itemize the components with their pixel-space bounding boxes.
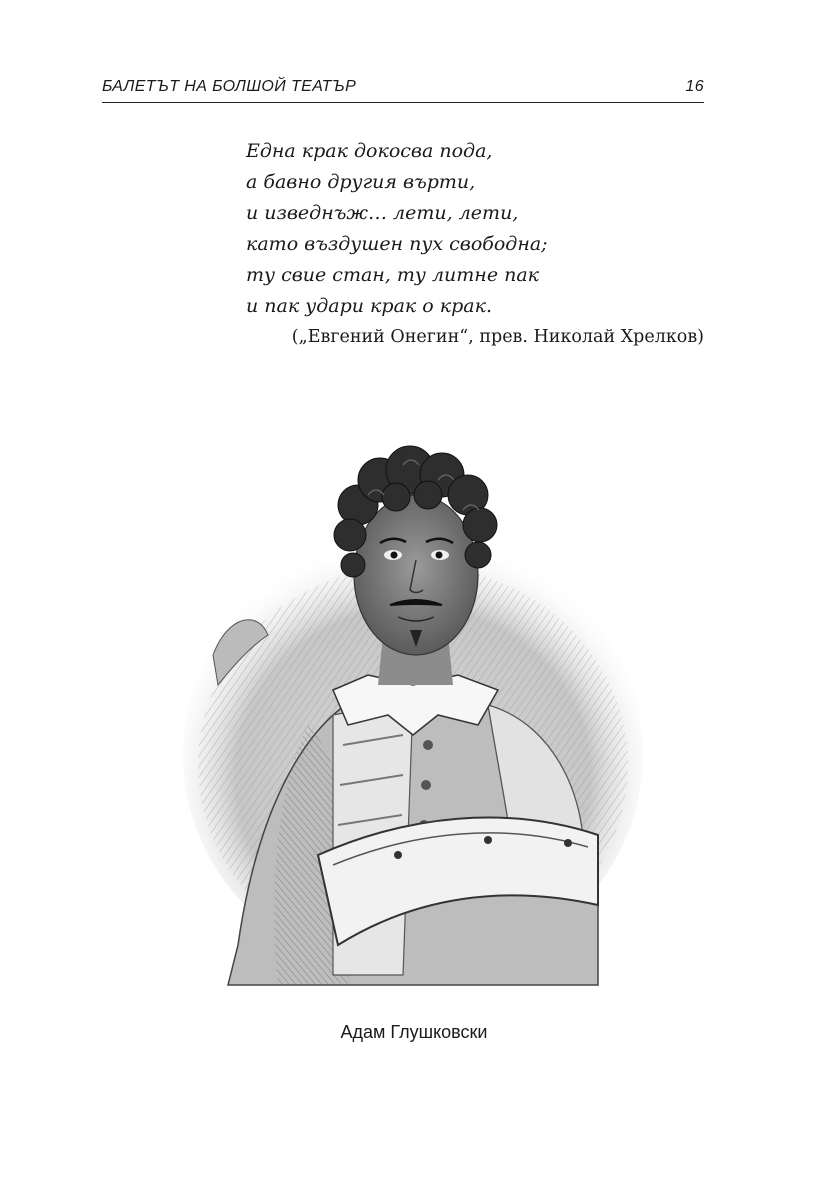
poem-line: Една крак докосва пода, <box>246 140 493 162</box>
running-title: БАЛЕТЪТ НА БОЛШОЙ ТЕАТЪР <box>102 78 357 95</box>
running-header <box>102 76 704 103</box>
page-number: 16 <box>685 78 704 95</box>
poem-line: и пак удари крак о крак. <box>246 295 492 317</box>
poem-line: и изведнъж… лети, лети, <box>246 202 519 224</box>
portrait-illustration <box>158 385 668 995</box>
poem-stanza <box>246 136 548 322</box>
poem-attribution: („Евгений Онегин“, прев. Николай Хрелков) <box>291 327 704 347</box>
poem-line: ту свие стан, ту литне пак <box>246 264 540 286</box>
poem-line: а бавно другия върти, <box>246 171 476 193</box>
poem-line: като въздушен пух свободна; <box>246 233 548 255</box>
figure-caption: Адам Глушковски <box>340 1022 488 1042</box>
